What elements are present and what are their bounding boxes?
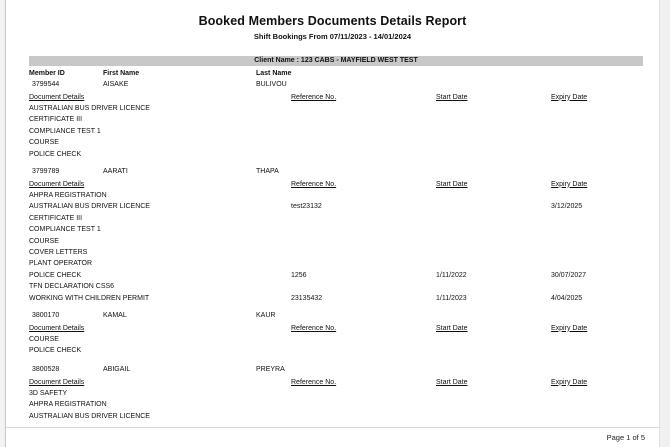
member-last-name: KAUR [256, 312, 276, 319]
start-date-header: Start Date [436, 180, 468, 188]
member-first-name: AISAKE [103, 81, 129, 88]
member-last-name: BULIVOU [256, 81, 287, 88]
document-expiry-date: 30/07/2027 [551, 271, 587, 279]
document-name: POLICE CHECK [29, 271, 82, 279]
document-details-header: Document Details [29, 93, 85, 101]
member-id: 3799789 [32, 168, 60, 175]
first-name-header: First Name [103, 70, 140, 77]
last-name-header: Last Name [256, 70, 292, 77]
member-last-name: PREYRA [256, 366, 285, 373]
reference-no-header: Reference No. [291, 180, 337, 188]
document-expiry-date: 3/12/2025 [551, 203, 583, 211]
document-details-header: Document Details [29, 378, 85, 386]
expiry-date-header: Expiry Date [551, 93, 588, 101]
document-reference: 1256 [291, 271, 307, 279]
expiry-date-header: Expiry Date [551, 324, 588, 332]
document-name: COMPLIANCE TEST 1 [29, 127, 101, 135]
document-name: AHPRA REGISTRATION [29, 401, 107, 409]
document-reference: 23135432 [291, 294, 323, 302]
document-name: POLICE CHECK [29, 347, 82, 355]
document-name: AUSTRALIAN BUS DRIVER LICENCE [29, 203, 150, 211]
document-reference: test23132 [291, 203, 322, 211]
document-start-date: 1/11/2022 [436, 271, 467, 279]
document-name: AUSTRALIAN BUS DRIVER LICENCE [29, 412, 150, 420]
document-name: CERTIFICATE III [29, 116, 83, 124]
member-first-name: KAMAL [103, 312, 127, 319]
document-details-header: Document Details [29, 324, 85, 332]
document-name: COURSE [29, 139, 59, 147]
reference-no-header: Reference No. [291, 378, 337, 386]
document-start-date: 1/11/2023 [436, 294, 467, 302]
member-id-header: Member ID [29, 70, 65, 77]
document-expiry-date: 4/04/2025 [551, 294, 583, 302]
report-subtitle: Shift Bookings From 07/11/2023 - 14/01/2024 [253, 32, 412, 41]
report-page [5, 0, 660, 447]
member-id: 3800528 [32, 366, 60, 373]
document-name: POLICE CHECK [29, 150, 82, 158]
expiry-date-header: Expiry Date [551, 180, 588, 188]
document-details-header: Document Details [29, 180, 85, 188]
document-name: PLANT OPERATOR [29, 260, 93, 268]
expiry-date-header: Expiry Date [551, 378, 588, 386]
member-first-name: AARATI [103, 168, 128, 175]
member-last-name: THAPA [256, 168, 279, 175]
client-name-bar: Client Name : 123 CABS - MAYFIELD WEST TEST [29, 56, 643, 66]
member-id: 3800170 [32, 312, 60, 319]
footer-divider [6, 427, 659, 428]
document-name: COMPLIANCE TEST 1 [29, 226, 101, 234]
member-first-name: ABIGAIL [103, 366, 131, 373]
start-date-header: Start Date [436, 324, 468, 332]
start-date-header: Start Date [436, 378, 468, 386]
document-name: COURSE [29, 237, 59, 245]
document-name: AUSTRALIAN BUS DRIVER LICENCE [29, 104, 150, 112]
document-name: COURSE [29, 335, 59, 343]
document-name: 3D SAFETY [29, 389, 68, 397]
document-name: WORKING WITH CHILDREN PERMIT [29, 294, 150, 302]
reference-no-header: Reference No. [291, 324, 337, 332]
report-title: Booked Members Documents Details Report [198, 14, 467, 28]
document-name: TFN DECLARATION CSS6 [29, 283, 115, 291]
page-indicator: Page 1 of 5 [606, 433, 645, 442]
document-name: AHPRA REGISTRATION [29, 191, 107, 199]
document-name: COVER LETTERS [29, 248, 88, 256]
vertical-scrollbar[interactable] [659, 0, 670, 447]
reference-no-header: Reference No. [291, 93, 337, 101]
member-id: 3799544 [32, 81, 60, 88]
document-name: CERTIFICATE III [29, 214, 83, 222]
start-date-header: Start Date [436, 93, 468, 101]
